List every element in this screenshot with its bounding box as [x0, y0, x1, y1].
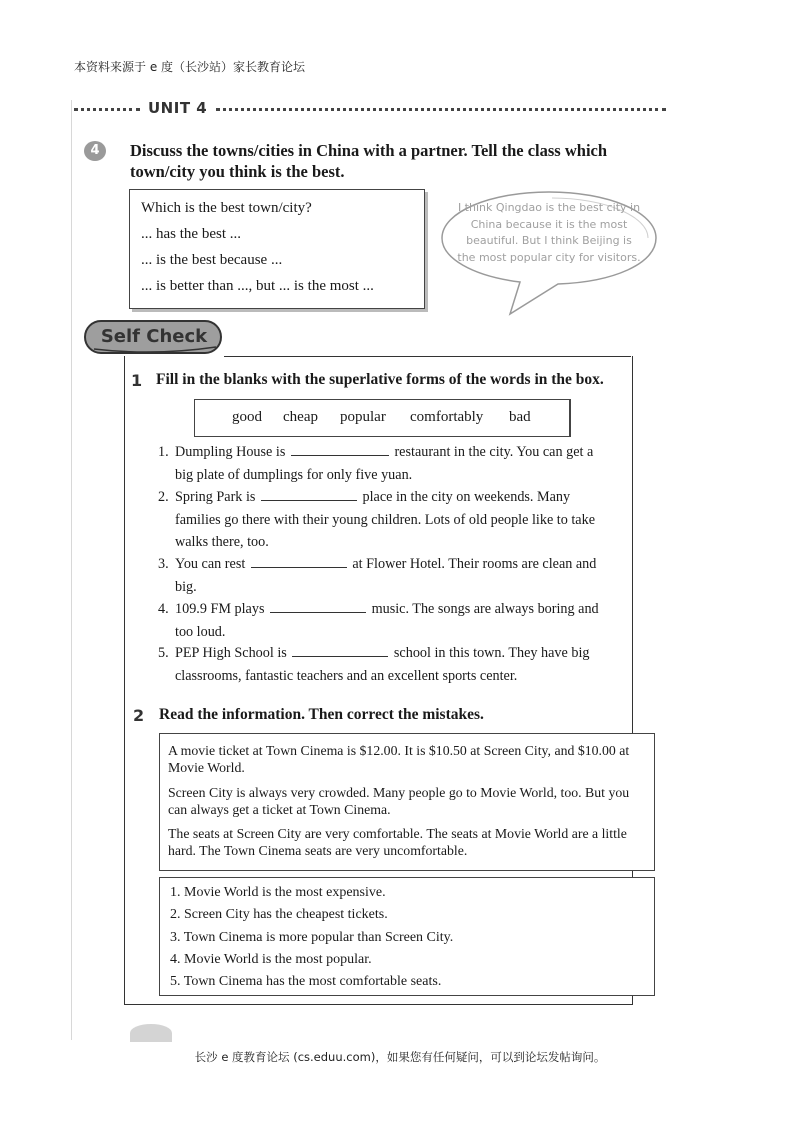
phrase-line: Which is the best town/city? — [141, 200, 312, 216]
question-item — [158, 598, 614, 643]
statement-item: 2. Screen City has the cheapest tickets. — [170, 907, 388, 922]
word-box-item: bad — [509, 409, 531, 425]
unit-dots-right — [216, 108, 666, 111]
page-number-badge — [130, 1024, 172, 1042]
word-box-item: cheap — [283, 409, 318, 425]
answer-blank[interactable] — [251, 555, 347, 568]
statement-item: 3. Town Cinema is more popular than Screen City. — [170, 930, 454, 945]
phrase-line: ... has the best ... — [141, 226, 241, 242]
question-text: PEP High School is — [175, 645, 287, 661]
question-number: 1. — [158, 444, 169, 460]
unit-header — [74, 99, 666, 119]
info-paragraph: The seats at Screen City are very comfortable. The seats at Movie World are a little hard. The Town Cinema seats are very uncomfortable. — [168, 826, 627, 858]
word-box — [194, 399, 571, 437]
question-text: Spring Park is — [175, 489, 256, 505]
phrase-line: ... is the best because ... — [141, 252, 283, 268]
question-text: restaurant in the city. You can get a — [394, 444, 594, 460]
footer-note: 长沙 e 度教育论坛 (cs.eduu.com)，如果您有任何疑问，可以到论坛发帖询问。 — [194, 1050, 606, 1064]
answer-blank[interactable] — [292, 644, 388, 657]
section2-instruction: Read the information. Then correct the mistakes. — [159, 706, 484, 723]
section2-number: 2 — [133, 706, 145, 725]
question-item — [158, 441, 614, 486]
question-item — [158, 642, 614, 687]
question-text: music. The songs are always boring and — [371, 601, 599, 617]
question-text: school in this town. They have big — [393, 645, 590, 661]
page-margin-rule — [71, 100, 72, 1040]
self-check-badge — [84, 320, 224, 354]
section1-instruction: Fill in the blanks with the superlative forms of the words in the box. — [156, 371, 604, 388]
statement-item: 5. Town Cinema has the most comfortable seats. — [170, 974, 442, 989]
statements-box — [159, 877, 655, 996]
question-text: big. — [175, 578, 197, 595]
speech-bubble-text: I think Qingdao is the best city in China because it is the most beautiful. But I think Beijing is the most popular city for visitors. — [457, 201, 641, 264]
word-box-item: popular — [340, 409, 386, 425]
unit-label: UNIT 4 — [148, 99, 208, 117]
statement-item: 1. Movie World is the most expensive. — [170, 885, 386, 900]
question-text: too loud. — [175, 623, 226, 640]
question-text: Dumpling House is — [175, 444, 286, 460]
self-check-frame-top — [224, 356, 631, 357]
question-text: place in the city on weekends. Many — [362, 489, 571, 505]
header-note: 本资料来源于 e 度（长沙站）家长教育论坛 — [74, 60, 306, 74]
information-box — [159, 733, 655, 871]
question-item — [158, 553, 614, 598]
task4-instruction: Discuss the towns/cities in China with a partner. Tell the class which town/city you think is the best. — [130, 141, 608, 181]
question-number: 4. — [158, 601, 169, 617]
question-text: classrooms, fantastic teachers and an excellent sports center. — [175, 667, 518, 684]
question-number: 2. — [158, 489, 169, 505]
phrase-line: ... is better than ..., but ... is the most ... — [141, 278, 374, 294]
question-number: 3. — [158, 556, 169, 572]
question-text: You can rest — [175, 556, 246, 572]
question-text: big plate of dumplings for only five yuan. — [175, 466, 413, 483]
unit-dots-left — [74, 108, 140, 111]
task4-number-badge: 4 — [84, 141, 106, 161]
word-box-item: comfortably — [410, 409, 484, 425]
question-text: families go there with their young children. Lots of old people like to take — [175, 511, 595, 528]
word-box-item: good — [232, 409, 262, 425]
question-text: 109.9 FM plays — [175, 601, 265, 617]
info-paragraph: A movie ticket at Town Cinema is $12.00. It is $10.50 at Screen City, and $10.00 at Movie World. — [168, 743, 630, 775]
phrase-box — [129, 189, 425, 309]
question-number: 5. — [158, 645, 169, 661]
self-check-label: Self Check — [100, 326, 208, 347]
question-text: walks there, too. — [175, 534, 269, 550]
section1-number: 1 — [131, 371, 143, 390]
speech-bubble — [438, 190, 660, 290]
info-paragraph: Screen City is always very crowded. Many people go to Movie World, too. But you can always get a ticket at Town Cinema. — [168, 785, 630, 817]
question-item — [158, 486, 614, 554]
answer-blank[interactable] — [291, 443, 389, 456]
answer-blank[interactable] — [261, 488, 357, 501]
answer-blank[interactable] — [270, 600, 366, 613]
question-text: at Flower Hotel. Their rooms are clean and — [352, 556, 597, 572]
statement-item: 4. Movie World is the most popular. — [170, 952, 372, 967]
